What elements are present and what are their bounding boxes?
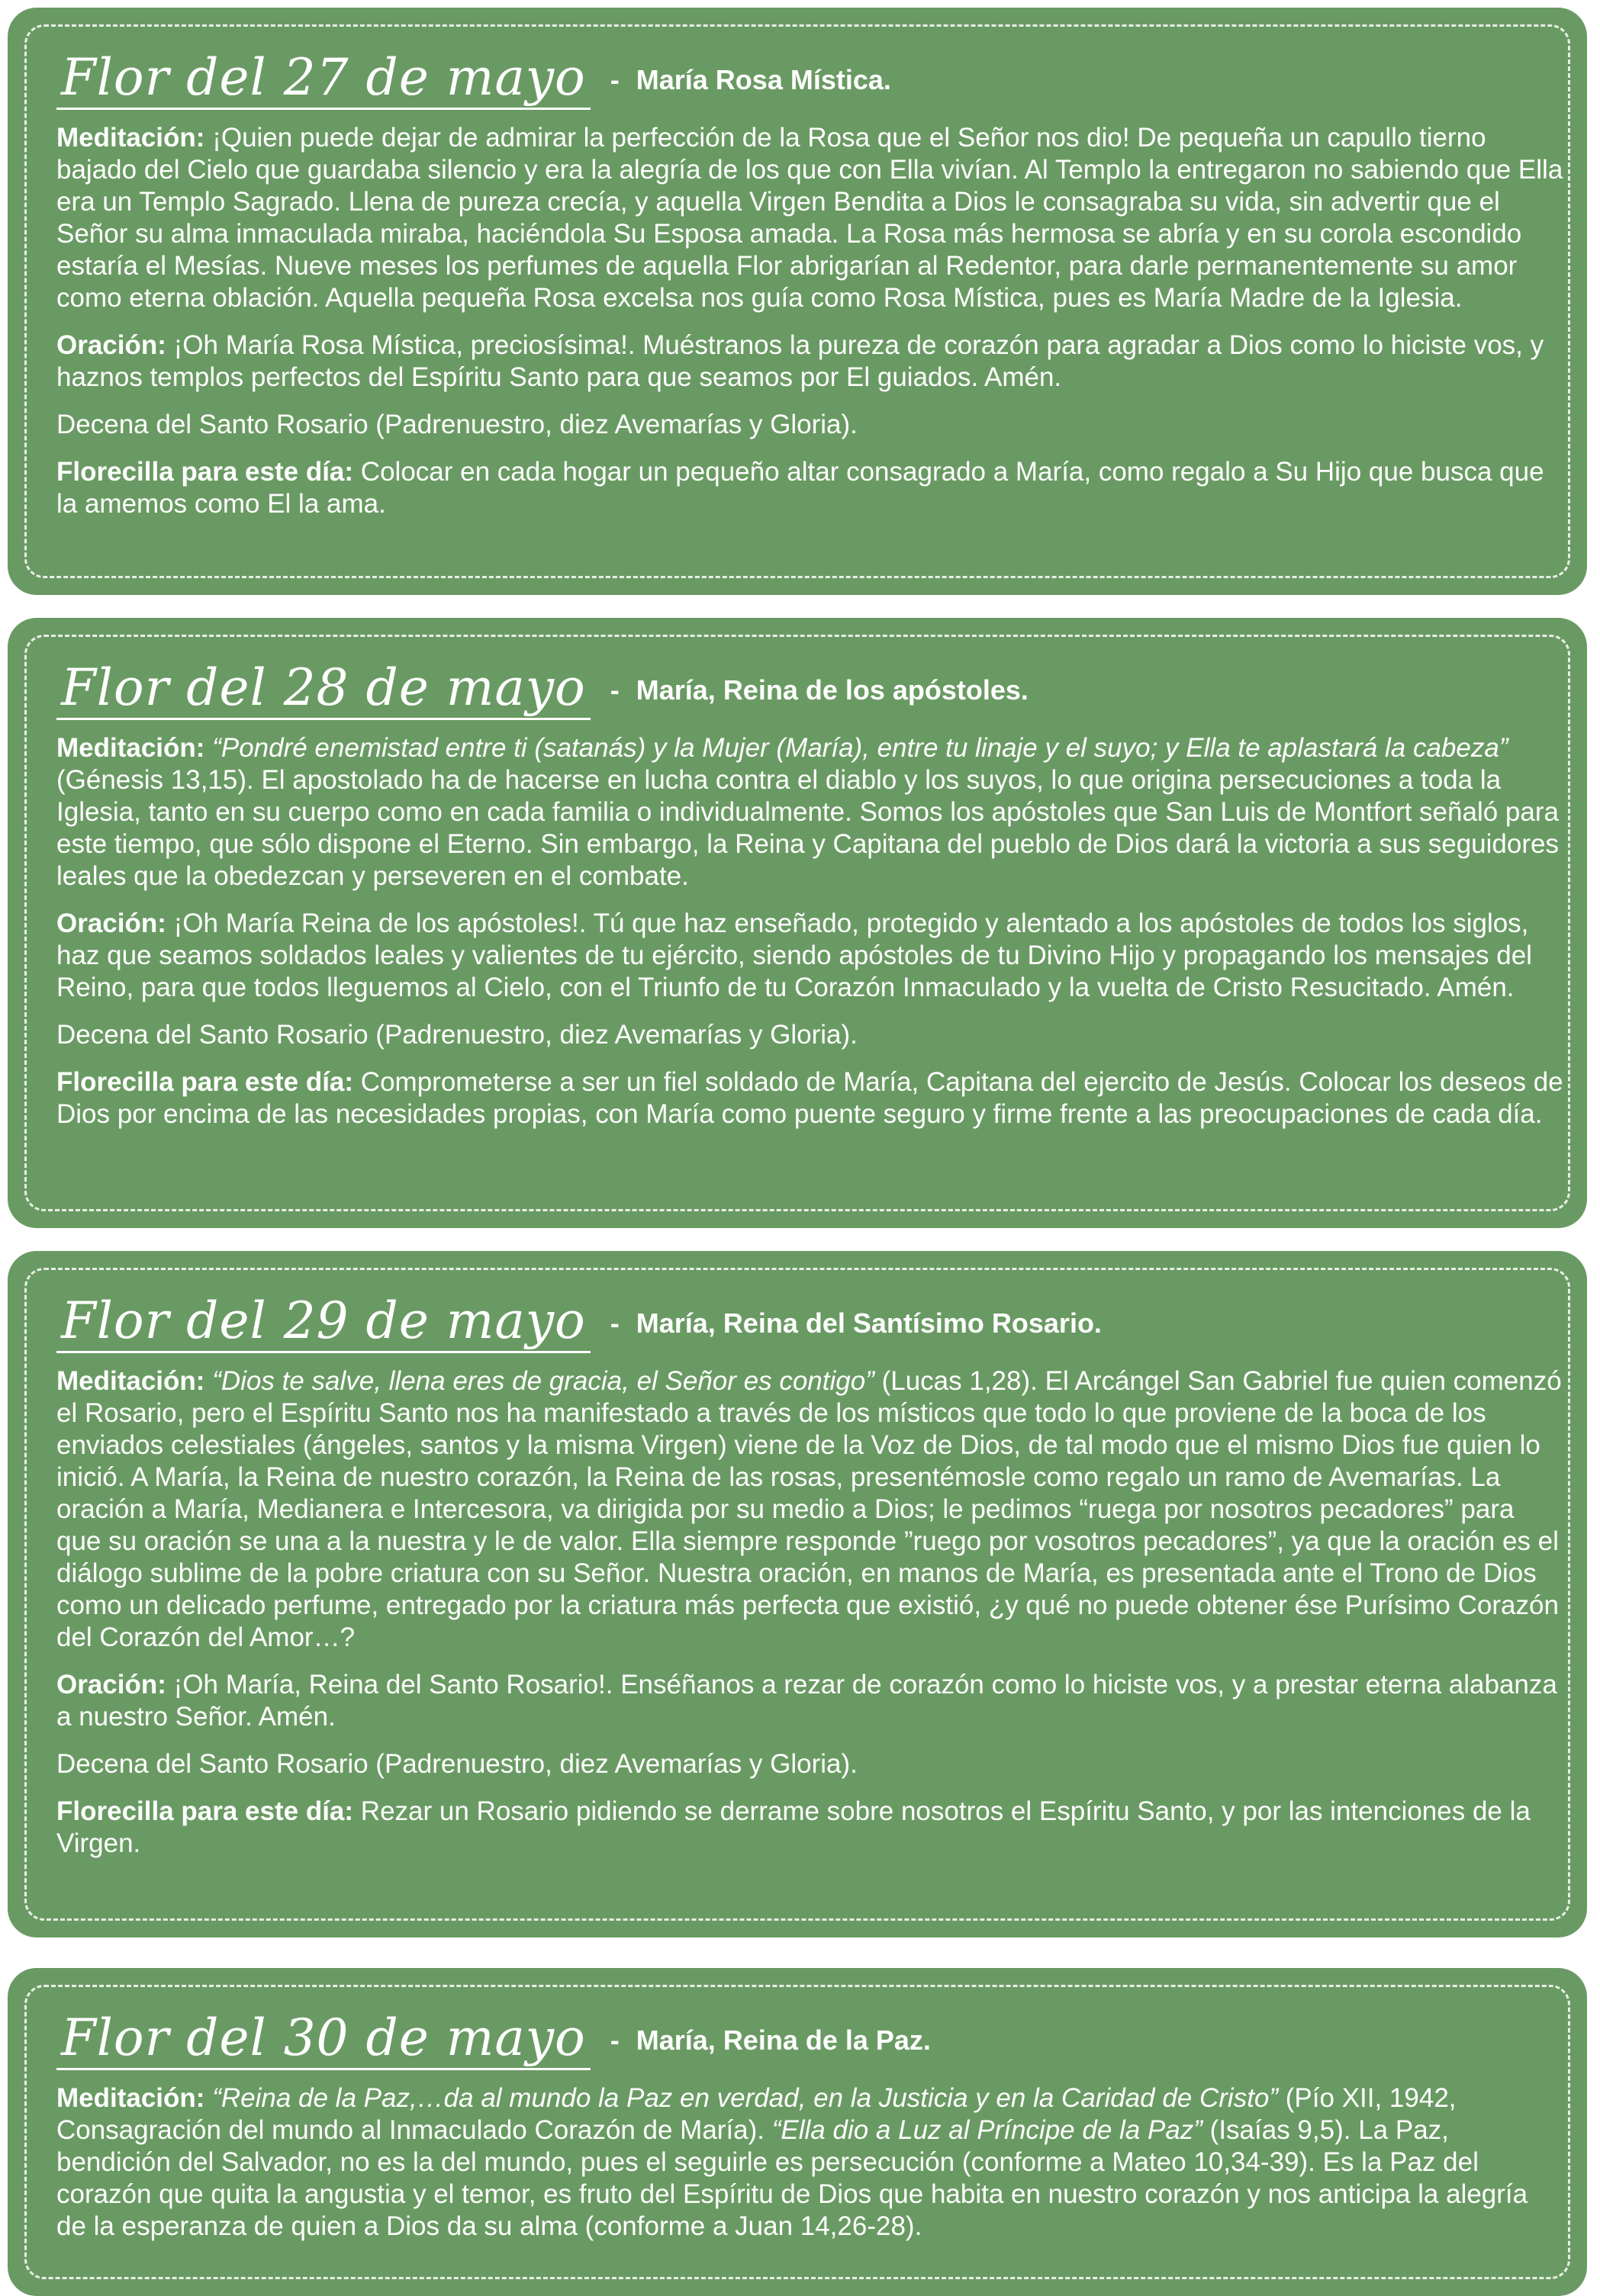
card-header (56, 1281, 1564, 1365)
oracion-paragraph: Oración: ¡Oh María Rosa Mística, preciosísima!. Muéstranos la pureza de corazón para agradar a Dios como lo hiciste vos, y haznos templos perfectos del Espíritu Santo para que seamos por El guiados. Amén. (56, 330, 1544, 392)
decena-paragraph: Decena del Santo Rosario (Padrenuestro, diez Avemarías y Gloria). (56, 1020, 858, 1050)
meditacion-paragraph: Meditación: “Dios te salve, llena eres de gracia, el Señor es contigo” (Lucas 1,28). El Arcángel San Gabriel fue quien comenzó el Rosario, pero el Espíritu Santo nos ha manifestado a través de los místicos que todo lo que proviene de la boca de los enviados celestiales (ángeles, santos y la misma Virgen) viene de la Voz de Dios, de tal modo que el mismo Dios fue quien lo inició. A María, la Reina de nuestro corazón, la Reina de las rosas, presentémosle como regalo un ramo de Avemarías. La oración a María, Medianera e Intercesora, va dirigida por su medio a Dios; le pedimos “ruega por nosotros pecadores” para que su oración se una a la nuestra y le de valor. Ella siempre responde ”ruego por vosotros pecadores”, ya que la oración es el diálogo sublime de la pobre criatura con su Señor. Nuestra oración, en manos de María, es presentada ante el Trono de Dios como un delicado perfume, entregado por la criatura más perfecta que existió, ¿y qué no puede obtener ése Purísimo Corazón del Corazón del Amor…? (56, 1366, 1562, 1652)
flor-card-28 (8, 618, 1587, 1228)
oracion-paragraph: Oración: ¡Oh María Reina de los apóstoles!. Tú que haz enseñado, protegido y alentado a los apóstoles de todos los siglos, haz que seamos soldados leales y valientes de tu ejército, siendo apóstoles de tu Divino Hijo y propagando los mensajes del Reino, para que todos lleguemos al Cielo, con el Triunfo de tu Corazón Inmaculado y la vuelta de Cristo Resucitado. Amén. (56, 908, 1532, 1002)
card-heading: Flor del 28 de mayo (56, 661, 591, 720)
flor-card-30 (8, 1968, 1587, 2296)
meditacion-paragraph: Meditación: ¡Quien puede dejar de admirar la perfección de la Rosa que el Señor nos dio! De pequeña un capullo tierno bajado del Cielo que guardaba silencio y era la alegría de los que con Ella vivían. Al Templo la entregaron no sabiendo que Ella era un Templo Sagrado. Llena de pureza crecía, y aquella Virgen Bendita a Dios le consagraba su vida, sin advertir que el Señor su alma inmaculada miraba, haciéndola Su Esposa amada. La Rosa más hermosa se abría y en su corola escondido estaría el Mesías. Nueve meses los perfumes de aquella Flor abrigarían al Redentor, para darle permanentemente su amor como eterna oblación. Aquella pequeña Rosa excelsa nos guía como Rosa Mística, pues es María Madre de la Iglesia. (56, 123, 1563, 313)
card-subtitle: - María, Reina del Santísimo Rosario. (610, 1307, 1102, 1339)
card-heading: Flor del 27 de mayo (56, 50, 591, 110)
card-subtitle: - María, Reina de los apóstoles. (610, 674, 1029, 706)
meditacion-paragraph: Meditación: “Pondré enemistad entre ti (satanás) y la Mujer (María), entre tu linaje y el suyo; y Ella te aplastará la cabeza” (Génesis 13,15). El apostolado ha de hacerse en lucha contra el diablo y los suyos, lo que origina persecuciones a toda la Iglesia, tanto en su cuerpo como en cada familia o individualmente. Somos los apóstoles que San Luis de Montfort señaló para este tiempo, que sólo dispone el Eterno. Sin embargo, la Reina y Capitana del pueblo de Dios dará la victoria a sus seguidores leales que la obedezcan y perseveren en el combate. (56, 733, 1559, 891)
card-subtitle: - María, Reina de la Paz. (610, 2024, 931, 2056)
flor-card-27 (8, 8, 1587, 595)
florecilla-paragraph: Florecilla para este día: Comprometerse a ser un fiel soldado de María, Capitana del ejercito de Jesús. Colocar los deseos de Dios por encima de las necesidades propias, con María como puente seguro y firme frente a las preocupaciones de cada día. (56, 1067, 1563, 1129)
meditacion-paragraph: Meditación: “Reina de la Paz,…da al mundo la Paz en verdad, en la Justicia y en la Caridad de Cristo” (Pío XII, 1942, Consagración del mundo al Inmaculado Corazón de María). “Ella dio a Luz al Príncipe de la Paz” (Isaías 9,5). La Paz, bendición del Salvador, no es la del mundo, pues el seguirle es persecución (conforme a Mateo 10,34-39). Es la Paz del corazón que quita la angustia y el temor, es fruto del Espíritu de Dios que habita en nuestro corazón y nos anticipa la alegría de la esperanza de quien a Dios da su alma (conforme a Juan 14,26-28). (56, 2083, 1528, 2241)
flor-card-29 (8, 1251, 1587, 1937)
card-subtitle: - María Rosa Mística. (610, 64, 891, 95)
oracion-paragraph: Oración: ¡Oh María, Reina del Santo Rosario!. Enséñanos a rezar de corazón como lo hiciste vos, y a prestar eterna alabanza a nuestro Señor. Amén. (56, 1670, 1557, 1732)
decena-paragraph: Decena del Santo Rosario (Padrenuestro, diez Avemarías y Gloria). (56, 1749, 858, 1779)
florecilla-paragraph: Florecilla para este día: Colocar en cada hogar un pequeño altar consagrado a María, como regalo a Su Hijo que busca que la amemos como El la ama. (56, 457, 1544, 519)
card-header (56, 648, 1564, 732)
florecilla-paragraph: Florecilla para este día: Rezar un Rosario pidiendo se derrame sobre nosotros el Espíritu Santo, y por las intenciones de la Virgen. (56, 1796, 1531, 1858)
card-header (56, 1999, 1564, 2082)
card-heading: Flor del 30 de mayo (56, 2011, 591, 2070)
decena-paragraph: Decena del Santo Rosario (Padrenuestro, diez Avemarías y Gloria). (56, 410, 858, 439)
card-heading: Flor del 29 de mayo (56, 1294, 591, 1353)
card-header (56, 38, 1564, 122)
